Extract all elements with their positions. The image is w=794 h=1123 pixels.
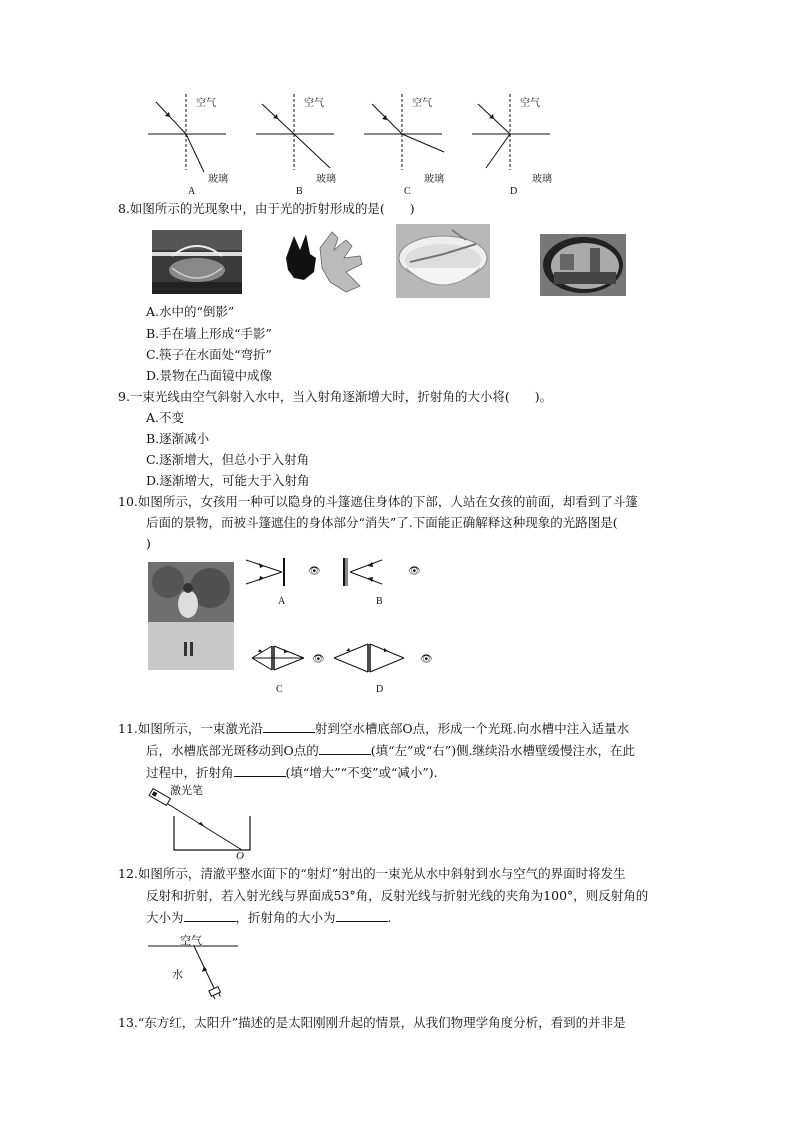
q9-option-c: C.逐渐增大，但总小于入射角 xyxy=(146,452,310,467)
svg-text:👁: 👁 xyxy=(308,566,321,577)
convex-mirror-photo xyxy=(540,234,626,296)
glass-label: 玻璃 xyxy=(316,174,336,185)
q7-diagram-a xyxy=(146,92,236,197)
option-letter: A xyxy=(278,596,286,607)
q10-option-a-diagram xyxy=(244,556,324,612)
answer-blank[interactable] xyxy=(184,909,236,922)
air-label: 空气 xyxy=(520,98,540,109)
point-o-label: O xyxy=(236,850,244,862)
chopsticks-bowl-photo xyxy=(396,224,490,298)
air-label: 空气 xyxy=(180,935,202,947)
q12-line-2: 反射和折射，若入射光线与界面成53°角，反射光线与折射光线的夹角为100°，则反射角的 xyxy=(146,888,649,903)
q10-option-b-diagram xyxy=(342,556,422,612)
q11-line-1 xyxy=(118,719,629,739)
q13-line-1: 13.“东方红，太阳升”描述的是太阳刚刚升起的情景，从我们物理学角度分析，看到的并非是 xyxy=(118,1015,626,1030)
q11-text: (填“增大”“不变”或“减小”). xyxy=(285,765,438,780)
svg-text:👁: 👁 xyxy=(408,566,421,577)
q11-text: (填“左”或“右”)侧.继续沿水槽壁缓慢注水，在此 xyxy=(370,743,636,758)
q7-diagram-d xyxy=(470,92,560,197)
glass-label: 玻璃 xyxy=(208,174,228,185)
q10-line-2: 后面的景物，而被斗篷遮住的身体部分“消失”了.下面能正确解释这种现象的光路图是( xyxy=(146,515,618,530)
q11-text: 射到空水槽底部O点，形成一个光斑.向水槽中注入适量水 xyxy=(314,721,630,736)
water-label: 水 xyxy=(172,969,183,981)
q12-line-1: 12.如图所示，清澈平整水面下的“射灯”射出的一束光从水中斜射到水与空气的界面时将发生 xyxy=(118,866,626,881)
option-letter: D xyxy=(510,186,518,197)
q9-option-a: A.不变 xyxy=(146,410,185,425)
q12-text: ，折射角的大小为 xyxy=(235,910,336,925)
bridge-reflection-photo xyxy=(152,230,242,294)
q12-text: 大小为 xyxy=(146,910,184,925)
q11-line-2 xyxy=(146,741,635,761)
q7-diagram-c xyxy=(362,92,458,197)
answer-blank[interactable] xyxy=(336,909,388,922)
q11-text: 11.如图所示，一束激光沿 xyxy=(118,721,263,736)
q8-option-b: B.手在墙上形成“手影” xyxy=(146,326,272,341)
answer-blank[interactable] xyxy=(234,764,286,777)
q10-line-1: 10.如图所示，女孩用一种可以隐身的斗篷遮住身体的下部，人站在女孩的前面，却看到了斗篷 xyxy=(118,494,638,509)
air-label: 空气 xyxy=(196,98,216,109)
q7-diagram-b xyxy=(254,92,344,197)
air-label: 空气 xyxy=(304,98,324,109)
q12-text: . xyxy=(387,910,392,925)
cloak-girl-photo xyxy=(148,562,234,670)
q11-text: 过程中，折射角 xyxy=(146,765,234,780)
q8-option-a: A.水中的“倒影” xyxy=(146,304,235,319)
laser-tank-diagram xyxy=(146,782,266,864)
svg-text:👁: 👁 xyxy=(420,654,433,665)
option-letter: C xyxy=(276,684,283,695)
q11-text: 后，水槽底部光斑移动到O点的 xyxy=(146,743,319,758)
q9-option-b: B.逐渐减小 xyxy=(146,431,210,446)
answer-blank[interactable] xyxy=(263,720,315,733)
q10-option-d-diagram xyxy=(332,640,432,698)
spotlight-diagram xyxy=(146,932,246,1004)
option-letter: C xyxy=(404,186,411,197)
option-letter: A xyxy=(188,186,196,197)
q8-option-c: C.筷子在水面处“弯折” xyxy=(146,347,272,362)
q10-line-3: ) xyxy=(146,536,151,551)
hand-shadow-photo xyxy=(276,228,366,298)
air-label: 空气 xyxy=(412,98,432,109)
svg-text:👁: 👁 xyxy=(312,654,325,665)
q8-option-d: D.景物在凸面镜中成像 xyxy=(146,368,273,383)
glass-label: 玻璃 xyxy=(532,174,552,185)
laser-pen-label: 激光笔 xyxy=(170,785,203,797)
option-letter: B xyxy=(296,186,303,197)
option-letter: B xyxy=(376,596,383,607)
q8-stem: 8.如图所示的光现象中，由于光的折射形成的是( ) xyxy=(118,201,415,216)
option-letter: D xyxy=(376,684,384,695)
q12-line-3 xyxy=(146,908,392,928)
q9-option-d: D.逐渐增大，可能大于入射角 xyxy=(146,473,310,488)
q10-option-c-diagram xyxy=(248,640,328,698)
glass-label: 玻璃 xyxy=(424,174,444,185)
q9-stem: 9.一束光线由空气斜射入水中，当入射角逐渐增大时，折射角的大小将( )。 xyxy=(118,389,553,404)
answer-blank[interactable] xyxy=(319,742,371,755)
q11-line-3 xyxy=(146,763,438,783)
